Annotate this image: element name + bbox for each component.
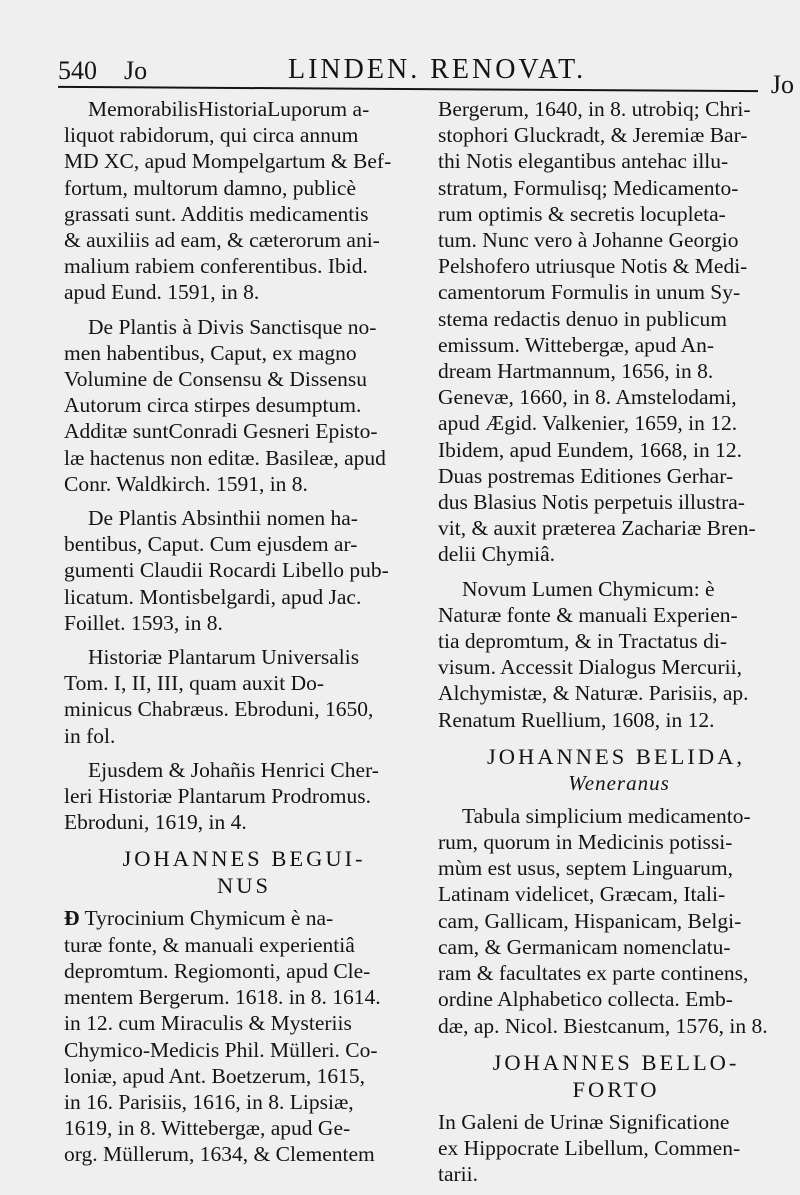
bibliography-entry-continued: Bergerum, 1640, in 8. utrobiq; Chri- stophori Gluckradt, & Jeremiæ Bar- thi Notis elegantibus antehac illu- stratum, Formulisq; Medicamento- rum optimis & secretis locupleta- tum. Nunc vero à Johanne Georgio Pelshofero utriusque Notis & Medi- camentorum Formulis in unum Sy- stema redactis denuo in publicum emissum. Wittebergæ, apud An- dream Hartmannum, 1656, in 8. Genevæ, 1660, in 8. Amstelodami, apud Ægid. Valkenier, 1659, in 12. Ibidem, apud Eundem, 1668, in 12. Duas postremas Editiones Gerhar- dus Blasius Notis perpetuis illustra- vit, & auxit præterea Zachariæ Bren- delii Chymiâ. [438,97,756,567]
running-title: LINDEN. RENOVAT. [288,54,587,85]
author-name: JOHANNES BELIDA, [487,743,745,769]
entry-text: Tyrocinium Chymicum è na- turæ fonte, & manuali experientiâ depromtum. Regiomonti, apud Cle- mentem Bergerum. 1618. in 8. 1614. in 12. cum Miraculis & Mysteriis Chymico-Medicis Phil. Mülleri. Co- loniæ, apud Ant. Boetzerum, 1615, in 16. Parisiis, 1616, in 8. Lipsiæ, 1619, in 8. Wittebergæ, apud Ge- org. Müllerum, 1634, & Clementem [64,906,381,1167]
bibliography-entry: De Plantis Absinthii nomen ha- bentibus, Caput. Cum ejusdem ar- gumenti Claudii Rocardi Libello pub- licatum. Montisbelgardi, apud Jac. Foillet. 1593, in 8. [64,506,389,635]
left-column [64,96,424,1176]
author-origin: Weneranus [568,770,670,795]
bibliography-entry: Tabula simplicium medicamento- rum, quorum in Medicinis potissi- mùm est usus, septem Linguarum, Latinam videlicet, Græcam, Itali- cam, Gallicam, Hispanicam, Belgi- cam, & Germanicam nomenclatu- ram & facultates ex parte continens, ordine Alphabetico collecta. Emb- dæ, ap. Nicol. Biestcanum, 1576, in 8. [438,803,768,1038]
catchword-abbreviation: Jo [770,70,794,99]
running-abbreviation: Jo [124,56,148,85]
bibliography-entry: MemorabilisHistoriaLuporum a- liquot rabidorum, qui circa annum MD XC, apud Mompelgartum & Bef- fortum, multorum damno, publicè grassati sunt. Additis medicamentis & auxiliis ad eam, & cæterorum ani- malium rabiem conferentibus. Ibid. apud Eund. 1591, in 8. [64,97,392,305]
author-heading [438,743,794,797]
bibliography-entry: Ejusdem & Johañis Henrici Cher- leri Historiæ Plantarum Prodromus. Ebroduni, 1619, in 4. [64,757,379,835]
bibliography-entry: Historiæ Plantarum Universalis Tom. I, II, III, quam auxit Do- minicus Chabræus. Ebroduni, 1650, in fol. [64,645,374,748]
page-number: 540 [58,56,97,85]
section-mark: Ɖ [64,906,80,931]
bibliography-entry [64,905,424,1167]
bibliography-entry: In Galeni de Urinæ Significatione ex Hippocrate Libellum, Commen- tarii. [438,1109,741,1187]
header-rule [58,86,758,92]
running-header [58,48,798,99]
author-heading: JOHANNES BELLO- FORTO [492,1049,740,1102]
bibliography-entry: De Plantis à Divis Sanctisque no- men habentibus, Caput, ex magno Volumine de Consensu & Dissensu Autorum circa stirpes desumptum. Additæ suntConradi Gesneri Episto- læ hactenus non editæ. Basileæ, apud Conr. Waldkirch. 1591, in 8. [64,314,386,496]
bibliography-entry: Novum Lumen Chymicum: è Naturæ fonte & manuali Experien- tia depromtum, & in Tractatus di- visum. Accessit Dialogus Mercurii, Alchymistæ, & Naturæ. Parisiis, ap. Renatum Ruellium, 1608, in 12. [438,576,749,732]
author-heading: JOHANNES BEGUI- NUS [122,846,366,899]
right-column [438,96,794,1195]
